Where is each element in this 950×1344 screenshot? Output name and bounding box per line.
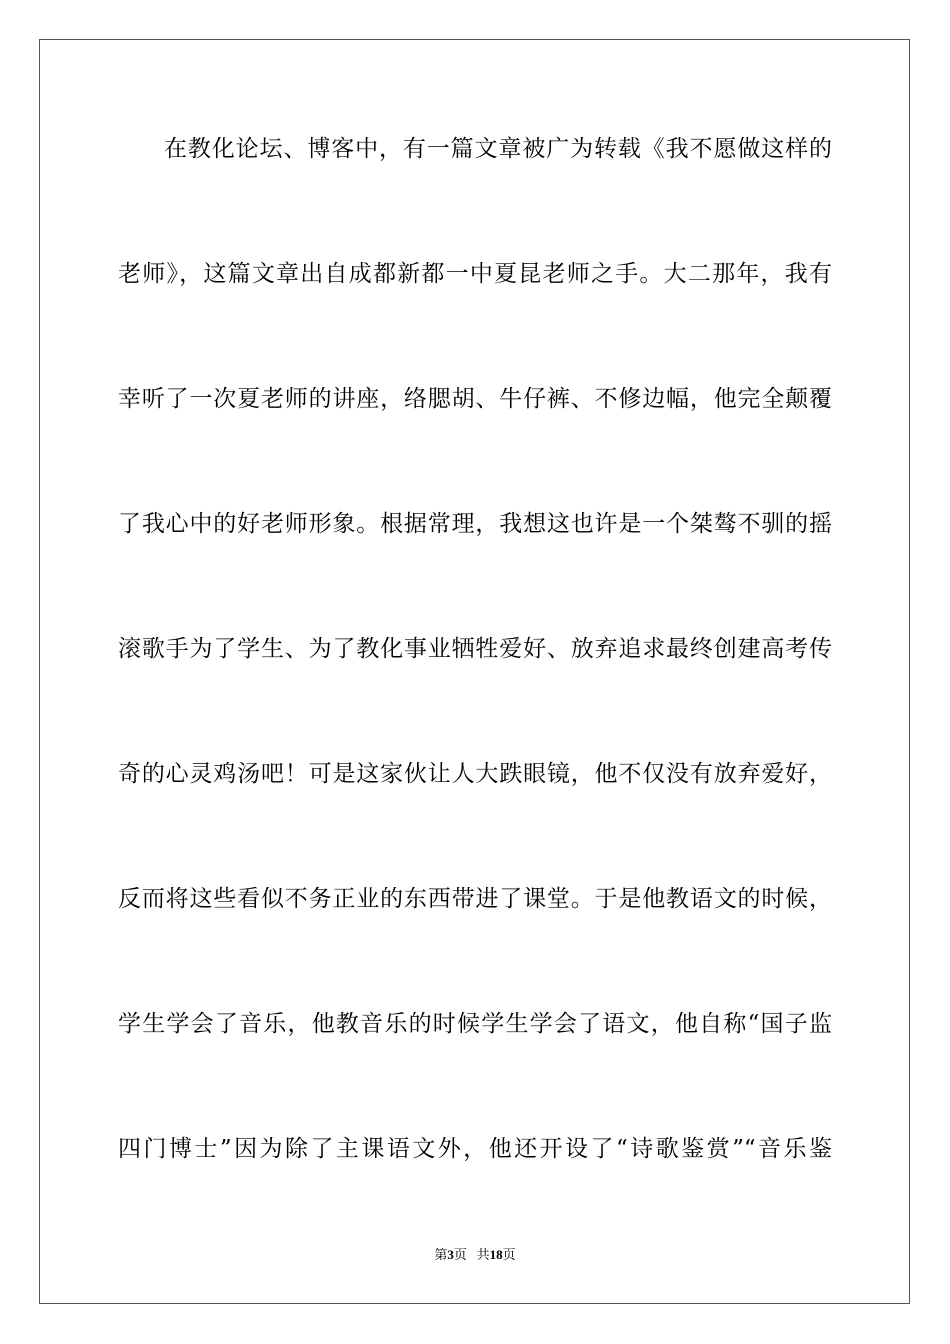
paragraph-line-1: 在教化论坛、博客中，有一篇文章被广为转载《我不愿做这样的 [164,136,832,162]
paragraph-line-6: 奇的心灵鸡汤吧！可是这家伙让人大跌眼镜，他不仅没有放弃爱好， [118,761,832,787]
page-suffix: 页 [453,1247,467,1262]
total-prefix: 共 [476,1247,490,1262]
total-suffix: 页 [502,1247,516,1262]
page-border [39,39,910,1304]
paragraph-line-2: 老师》，这篇文章出自成都新都一中夏昆老师之手。大二那年，我有 [118,261,832,287]
page-footer [0,1246,950,1264]
paragraph-line-5: 滚歌手为了学生、为了教化事业牺牲爱好、放弃追求最终创建高考传 [118,636,832,662]
page-prefix: 第 [434,1247,448,1262]
paragraph-line-3: 幸听了一次夏老师的讲座，络腮胡、牛仔裤、不修边幅，他完全颠覆 [118,386,832,412]
paragraph-line-9: 四门博士”因为除了主课语文外，他还开设了“诗歌鉴赏”“音乐鉴 [118,1136,832,1162]
paragraph-line-8: 学生学会了音乐，他教音乐的时候学生学会了语文，他自称“国子监 [118,1011,832,1037]
paragraph-line-7: 反而将这些看似不务正业的东西带进了课堂。于是他教语文的时候， [118,886,832,912]
page-number: 3 [447,1247,454,1262]
page-number-label [434,1247,467,1262]
total-pages-label [477,1247,516,1262]
total-pages: 18 [489,1247,503,1262]
paragraph-line-4: 了我心中的好老师形象。根据常理，我想这也许是一个桀骜不驯的摇 [118,511,832,537]
